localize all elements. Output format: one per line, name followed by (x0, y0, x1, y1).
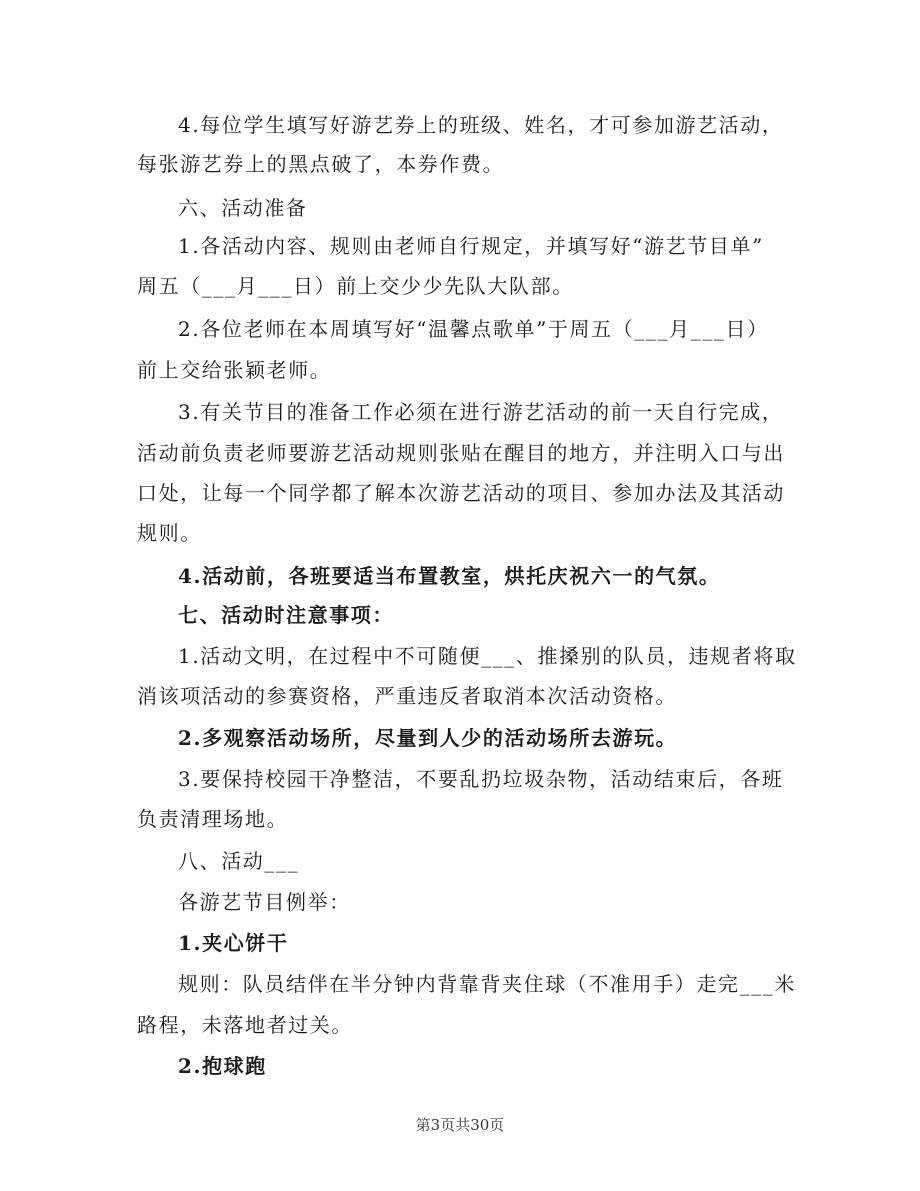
paragraph-prep-3-line1: 3.有关节目的准备工作必须在进行游艺活动的前一天自行完成， (178, 400, 784, 424)
paragraph-notes-1-line2: 消该项活动的参赛资格，严重违反者取消本次活动资格。 (137, 684, 677, 708)
paragraph-prep-2-line2: 前上交给张颖老师。 (137, 358, 332, 382)
paragraph-prep-3-line3: 口处，让每一个同学都了解本次游艺活动的项目、参加办法及其活动 (137, 481, 785, 505)
page-number: 第3页共30页 (415, 1116, 505, 1134)
paragraph-rule-4-line2: 每张游艺券上的黑点破了，本券作费。 (137, 152, 505, 176)
paragraph-notes-2: 2.多观察活动场所，尽量到人少的活动场所去游玩。 (178, 726, 678, 750)
paragraph-notes-1-line1: 1.活动文明，在过程中不可随便___、推搡别的队员，违规者将取 (178, 644, 797, 668)
paragraph-prep-1-line2: 周五（___月___日）前上交少少先队大队部。 (137, 274, 574, 298)
paragraph-examples-intro: 各游艺节目例举： (178, 890, 351, 914)
paragraph-prep-4: 4.活动前，各班要适当布置教室，烘托庆祝六一的气氛。 (178, 564, 721, 588)
paragraph-prep-3-line4: 规则。 (137, 521, 202, 545)
section-heading-6: 六、活动准备 (178, 196, 308, 220)
paragraph-prep-3-line2: 活动前负责老师要游艺活动规则张贴在醒目的地方，并注明入口与出 (137, 441, 785, 465)
paragraph-notes-3-line1: 3.要保持校园干净整洁，不要乱扔垃圾杂物，活动结束后，各班 (178, 767, 784, 791)
paragraph-rule-item1-line2: 路程，未落地者过关。 (137, 1013, 353, 1037)
paragraph-rule-4-line1: 4.每位学生填写好游艺券上的班级、姓名，才可参加游艺活动， (178, 113, 784, 137)
item-heading-1: 1.夹心饼干 (178, 931, 289, 955)
section-heading-7: 七、活动时注意事项： (178, 603, 394, 627)
paragraph-notes-3-line2: 负责清理场地。 (137, 807, 289, 831)
item-heading-2: 2.抱球跑 (178, 1054, 267, 1078)
paragraph-prep-1-line1: 1.各活动内容、规则由老师自行规定，并填写好“游艺节目单” (178, 234, 764, 258)
section-heading-8: 八、活动___ (178, 849, 300, 873)
paragraph-rule-item1-line1: 规则：队员结伴在半分钟内背靠背夹住球（不准用手）走完___米 (178, 972, 796, 996)
paragraph-prep-2-line1: 2.各位老师在本周填写好“温馨点歌单”于周五（___月___日） (178, 317, 769, 341)
